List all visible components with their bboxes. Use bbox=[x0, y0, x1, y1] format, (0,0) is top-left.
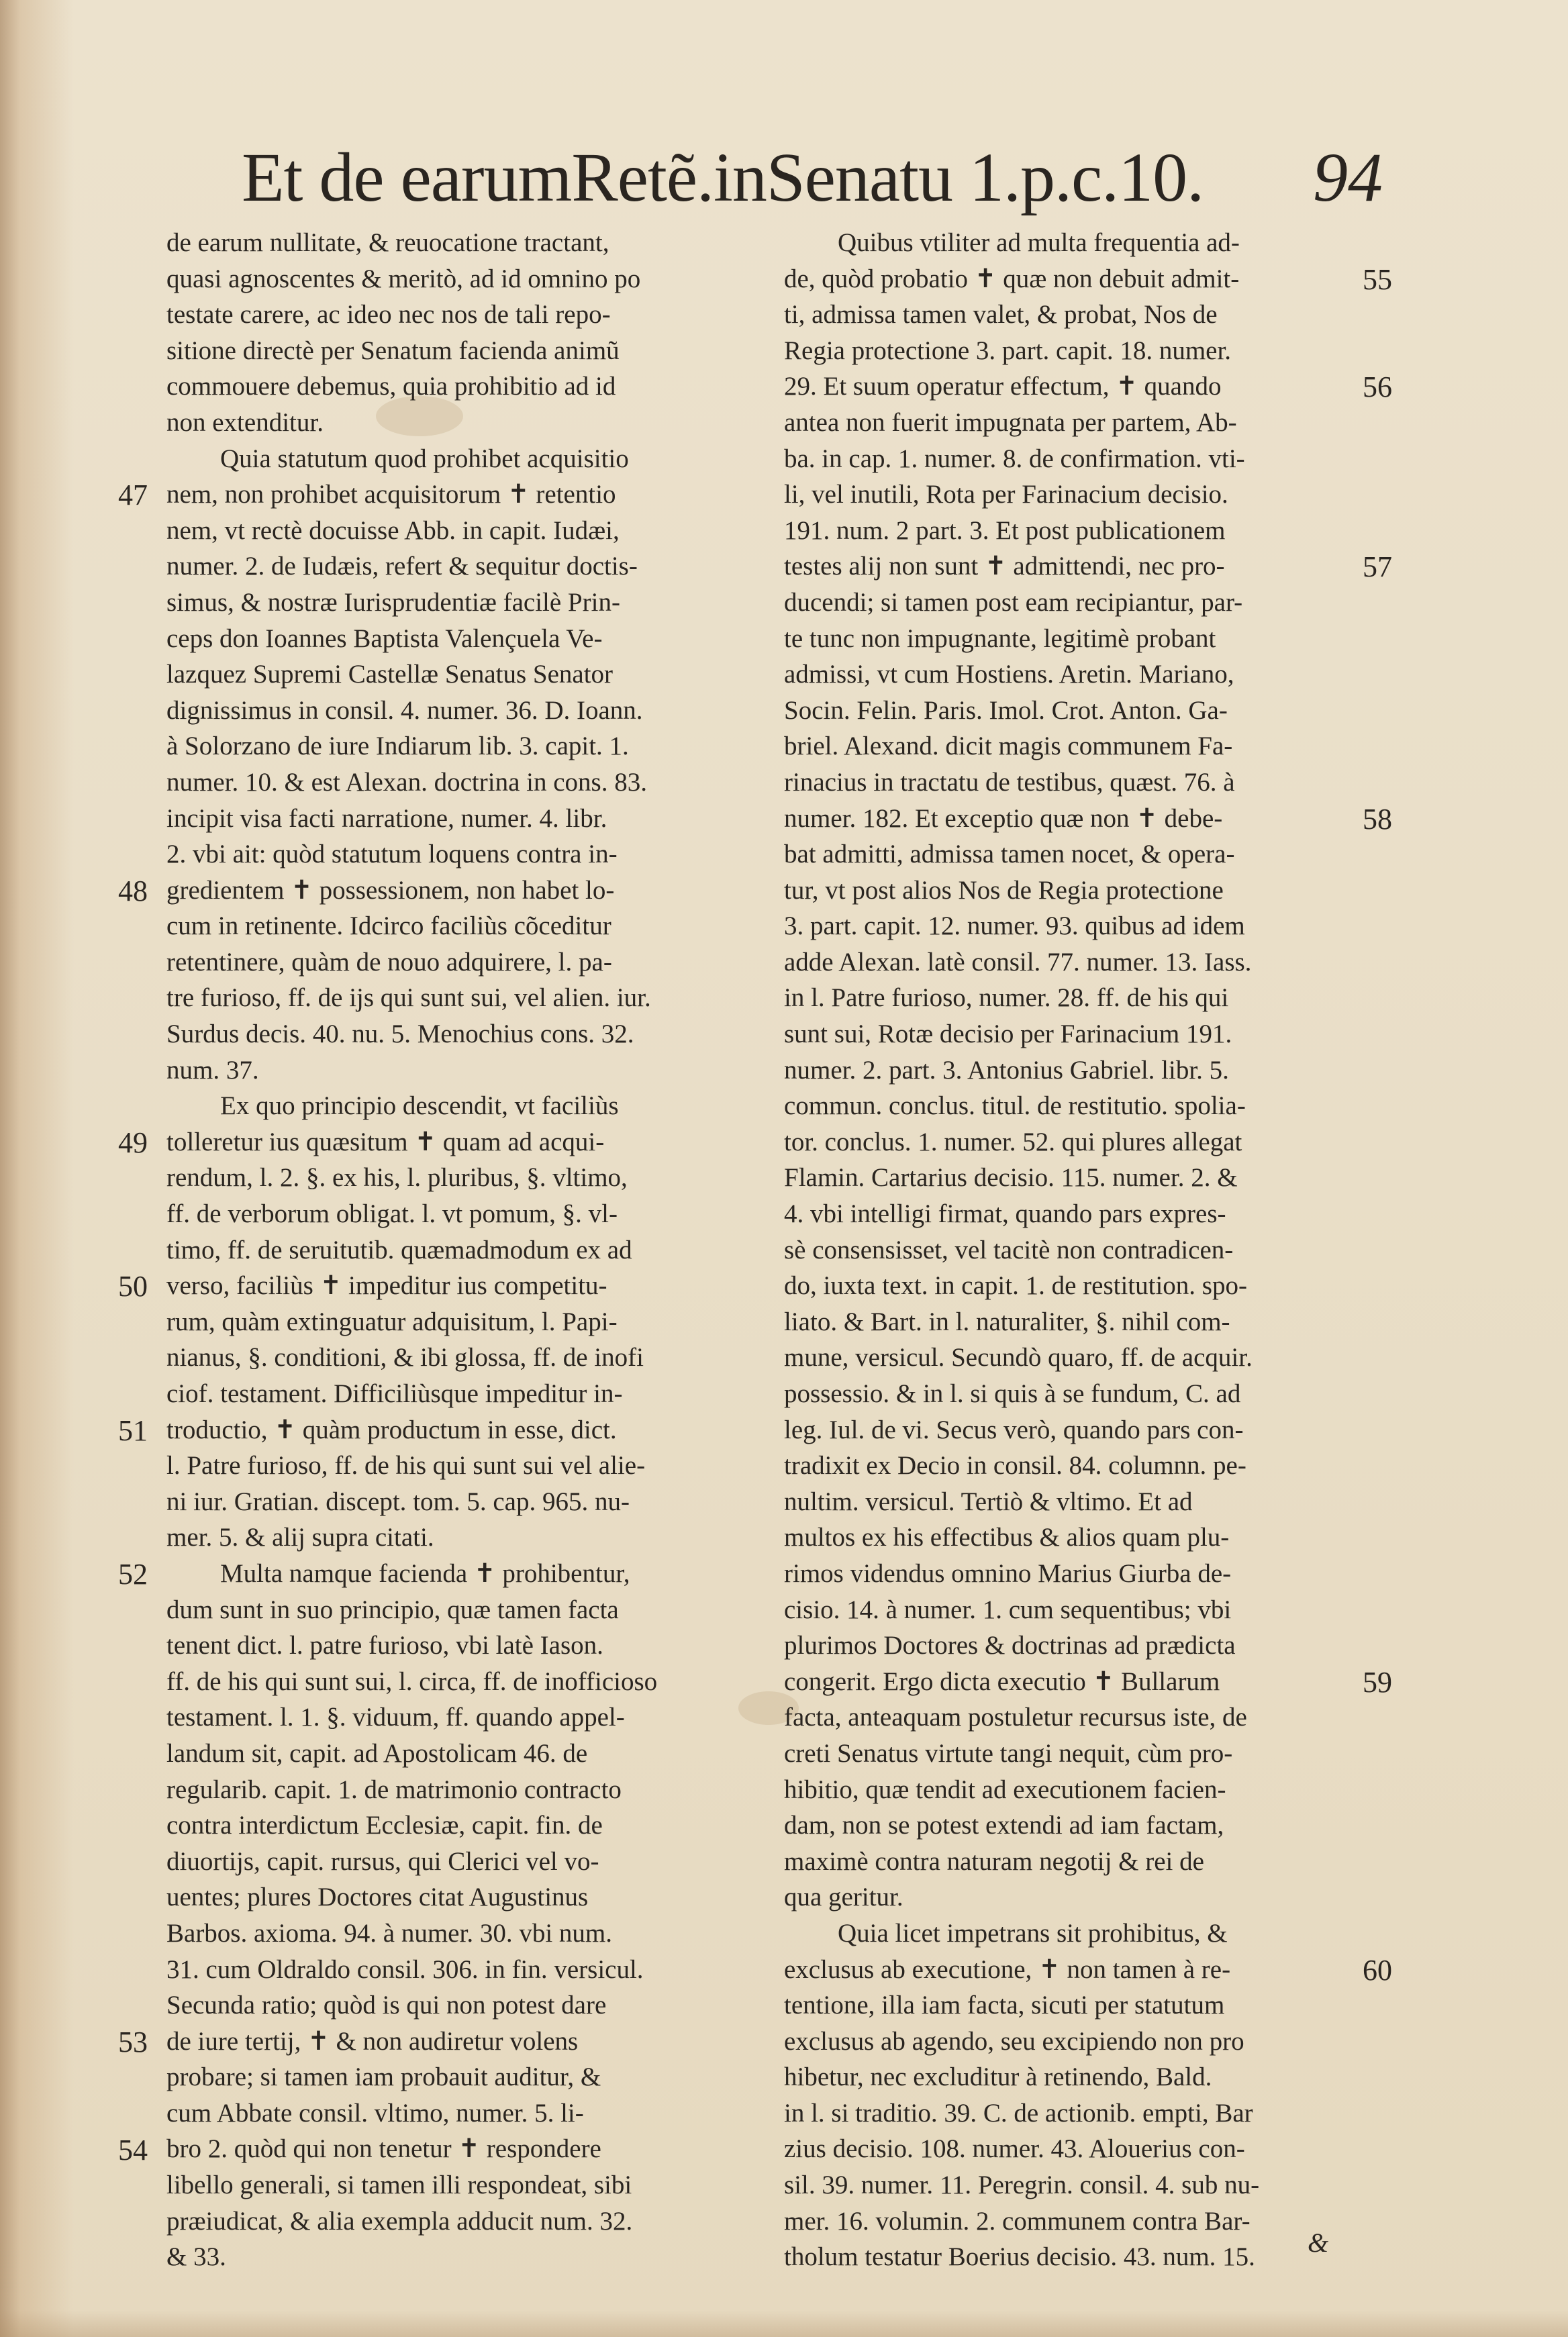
text-line: 191. num. 2 part. 3. Et post publicationem bbox=[784, 515, 1226, 545]
text-line: sè consensisset, vel tacitè non contradicen- bbox=[784, 1235, 1234, 1264]
text-line: Surdus decis. 40. nu. 5. Menochius cons. 32. bbox=[166, 1020, 634, 1049]
text-line: in l. Patre furioso, numer. 28. ff. de his qui bbox=[784, 983, 1229, 1013]
text-line: numer. 182. Et exceptio quæ non ✝ debe- bbox=[784, 803, 1223, 833]
text-line: zius decisio. 108. numer. 43. Alouerius con- bbox=[784, 2134, 1245, 2164]
text-line: Multa namque facienda ✝ prohibentur, bbox=[220, 1558, 630, 1588]
text-line: numer. 2. part. 3. Antonius Gabriel. libr. 5. bbox=[784, 1055, 1229, 1085]
margin-number: 54 bbox=[118, 2133, 148, 2167]
text-line: landum sit, capit. ad Apostolicam 46. de bbox=[166, 1738, 588, 1768]
text-line: bro 2. quòd qui non tenetur ✝ respondere bbox=[166, 2134, 601, 2164]
text-line: 2. vbi ait: quòd statutum loquens contra in- bbox=[166, 840, 618, 869]
text-line: testate carere, ac ideo nec nos de tali repo- bbox=[166, 300, 611, 330]
text-line: exclusus ab agendo, seu excipiendo non pro bbox=[784, 2026, 1244, 2056]
text-line: à Solorzano de iure Indiarum lib. 3. capit. 1. bbox=[166, 732, 629, 761]
text-line: regularib. capit. 1. de matrimonio contracto bbox=[166, 1775, 622, 1804]
text-line: Secunda ratio; quòd is qui non potest dare bbox=[166, 1991, 607, 2020]
running-title: Et de earumRetẽ.inSenatu 1.p.c.10. bbox=[242, 139, 1204, 216]
text-line: ba. in cap. 1. numer. 8. de confirmation. vti- bbox=[784, 444, 1245, 473]
text-line: tenent dict. l. patre furioso, vbi latè Iason. bbox=[166, 1631, 603, 1660]
page-number: 94 bbox=[1313, 139, 1383, 216]
text-line: diuortijs, capit. rursus, qui Clerici vel vo- bbox=[166, 1846, 599, 1876]
text-line: adde Alexan. latè consil. 77. numer. 13. Iass. bbox=[784, 947, 1252, 977]
text-line: & 33. bbox=[166, 2242, 226, 2272]
text-line: sitione directè per Senatum facienda animũ bbox=[166, 336, 620, 365]
text-line: Barbos. axioma. 94. à numer. 30. vbi num. bbox=[166, 1918, 612, 1948]
text-line: troductio, ✝ quàm productum in esse, dict. bbox=[166, 1415, 617, 1444]
margin-number: 47 bbox=[118, 479, 148, 512]
page-header bbox=[242, 138, 1383, 218]
text-line: cum in retinente. Idcirco faciliùs cõceditur bbox=[166, 911, 611, 941]
text-line: 31. cum Oldraldo consil. 306. in fin. versicul. bbox=[166, 1954, 644, 1984]
text-line: verso, faciliùs ✝ impeditur ius competitu- bbox=[166, 1271, 607, 1301]
text-line: rimos videndus omnino Marius Giurba de- bbox=[784, 1558, 1232, 1588]
text-line: ff. de his qui sunt sui, l. circa, ff. de inofficioso bbox=[166, 1667, 658, 1696]
text-line: rum, quàm extinguatur adquisitum, l. Papi- bbox=[166, 1307, 618, 1336]
text-line: bat admitti, admissa tamen nocet, & opera- bbox=[784, 840, 1235, 869]
text-line: facta, anteaquam postuletur recursus iste, de bbox=[784, 1703, 1247, 1732]
text-line: ciof. testament. Difficiliùsque impeditur in- bbox=[166, 1379, 623, 1408]
text-line: lazquez Supremi Castellæ Senatus Senator bbox=[166, 660, 614, 689]
text-line: mer. 16. volumin. 2. communem contra Bar- bbox=[784, 2206, 1251, 2236]
text-line: numer. 2. de Iudæis, refert & sequitur doctis- bbox=[166, 552, 638, 581]
text-line: ti, admissa tamen valet, & probat, Nos de bbox=[784, 300, 1218, 330]
text-line: de iure tertij, ✝ & non audiretur volens bbox=[166, 2026, 579, 2056]
text-line: congerit. Ergo dicta executio ✝ Bullarum bbox=[784, 1667, 1220, 1696]
text-line: numer. 10. & est Alexan. doctrina in cons. 83. bbox=[166, 767, 647, 797]
text-line: 3. part. capit. 12. numer. 93. quibus ad idem bbox=[784, 911, 1245, 941]
text-line: dam, non se potest extendi ad iam factam, bbox=[784, 1811, 1224, 1840]
text-line: de earum nullitate, & reuocatione tractant, bbox=[166, 228, 609, 257]
margin-number: 50 bbox=[118, 1270, 148, 1303]
text-line: Quibus vtiliter ad multa frequentia ad- bbox=[838, 228, 1240, 257]
text-line: ff. de verborum obligat. l. vt pomum, §. vl- bbox=[166, 1199, 618, 1229]
text-line: briel. Alexand. dicit magis communem Fa- bbox=[784, 732, 1233, 761]
text-line: probare; si tamen iam probauit auditur, & bbox=[166, 2062, 601, 2092]
text-line: multos ex his effectibus & alios quam plu- bbox=[784, 1523, 1230, 1552]
text-line: quasi agnoscentes & meritò, ad id omnino po bbox=[166, 264, 641, 293]
text-line: plurimos Doctores & doctrinas ad prædicta bbox=[784, 1631, 1236, 1660]
text-line: tor. conclus. 1. numer. 52. qui plures allegat bbox=[784, 1127, 1242, 1156]
text-line: num. 37. bbox=[166, 1055, 259, 1085]
text-line: exclusus ab executione, ✝ non tamen à re- bbox=[784, 1954, 1231, 1984]
text-line: nem, vt rectè docuisse Abb. in capit. Iudæi, bbox=[166, 515, 620, 545]
text-line: 29. Et suum operatur effectum, ✝ quando bbox=[784, 372, 1222, 401]
text-line: tentione, illa iam facta, sicuti per statutum bbox=[784, 1991, 1225, 2020]
text-line: gredientem ✝ possessionem, non habet lo- bbox=[166, 875, 615, 905]
margin-number: 55 bbox=[1363, 262, 1392, 296]
text-line: rinacius in tractatu de testibus, quæst. 76. à bbox=[784, 767, 1235, 797]
left-text-column bbox=[166, 225, 740, 2275]
margin-number: 48 bbox=[118, 874, 148, 907]
text-line: contra interdictum Ecclesiæ, capit. fin. de bbox=[166, 1811, 603, 1840]
text-line: non extenditur. bbox=[166, 407, 324, 437]
text-line: do, iuxta text. in capit. 1. de restitution. spo- bbox=[784, 1271, 1247, 1301]
text-line: testament. l. 1. §. viduum, ff. quando appel- bbox=[166, 1703, 625, 1732]
text-line: qua geritur. bbox=[784, 1883, 903, 1912]
text-line: incipit visa facti narratione, numer. 4. libr. bbox=[166, 803, 607, 833]
text-line: libello generali, si tamen illi respondeat, sibi bbox=[166, 2171, 632, 2200]
text-line: commun. conclus. titul. de restitutio. spolia- bbox=[784, 1091, 1246, 1121]
text-line: nianus, §. conditioni, & ibi glossa, ff. de inofi bbox=[166, 1343, 644, 1373]
text-line: in l. si traditio. 39. C. de actionib. empti, Bar bbox=[784, 2098, 1253, 2128]
text-line: uentes; plures Doctores citat Augustinus bbox=[166, 1883, 589, 1912]
text-line: ni iur. Gratian. discept. tom. 5. cap. 965. nu- bbox=[166, 1487, 630, 1516]
text-line: mune, versicul. Secundò quaro, ff. de acquir. bbox=[784, 1343, 1253, 1373]
text-line: commouere debemus, quia prohibitio ad id bbox=[166, 372, 616, 401]
text-line: retentinere, quàm de nouo adquirere, l. pa- bbox=[166, 947, 612, 977]
text-line: tradixit ex Decio in consil. 84. columnn. pe- bbox=[784, 1451, 1246, 1481]
text-line: timo, ff. de seruitutib. quæmadmodum ex ad bbox=[166, 1235, 632, 1264]
text-line: dum sunt in suo principio, quæ tamen facta bbox=[166, 1595, 619, 1624]
text-line: te tunc non impugnante, legitimè probant bbox=[784, 624, 1216, 653]
text-line: rendum, l. 2. §. ex his, l. pluribus, §. vltimo, bbox=[166, 1163, 628, 1193]
text-line: li, vel inutili, Rota per Farinacium decisio. bbox=[784, 480, 1228, 509]
text-line: tre furioso, ff. de ijs qui sunt sui, vel alien. iur. bbox=[166, 983, 651, 1013]
text-line: sil. 39. numer. 11. Peregrin. consil. 4. sub nu- bbox=[784, 2171, 1260, 2200]
margin-number: 53 bbox=[118, 2026, 148, 2058]
text-line: antea non fuerit impugnata per partem, Ab- bbox=[784, 407, 1237, 437]
margin-number: 58 bbox=[1363, 802, 1392, 836]
text-line: cisio. 14. à numer. 1. cum sequentibus; vbi bbox=[784, 1595, 1232, 1624]
right-text-column bbox=[784, 225, 1341, 2275]
text-line: dignissimus in consil. 4. numer. 36. D. Ioann. bbox=[166, 695, 643, 725]
text-line: hibitio, quæ tendit ad executionem facien- bbox=[784, 1775, 1226, 1804]
text-line: liato. & Bart. in l. naturaliter, §. nihil com- bbox=[784, 1307, 1230, 1336]
text-line: Flamin. Cartarius decisio. 115. numer. 2. & bbox=[784, 1163, 1238, 1193]
text-line: admissi, vt cum Hostiens. Aretin. Mariano, bbox=[784, 660, 1234, 689]
text-line: de, quòd probatio ✝ quæ non debuit admit- bbox=[784, 264, 1240, 293]
margin-number: 57 bbox=[1363, 550, 1392, 584]
text-line: mer. 5. & alij supra citati. bbox=[166, 1523, 434, 1552]
margin-number: 60 bbox=[1363, 1953, 1392, 1987]
text-line: creti Senatus virtute tangi nequit, cùm pro- bbox=[784, 1738, 1233, 1768]
text-line: Ex quo principio descendit, vt faciliùs bbox=[220, 1091, 619, 1121]
text-line: Quia licet impetrans sit prohibitus, & bbox=[838, 1918, 1228, 1948]
text-line: cum Abbate consil. vltimo, numer. 5. li- bbox=[166, 2098, 584, 2128]
margin-number: 56 bbox=[1363, 370, 1392, 404]
text-line: sunt sui, Rotæ decisio per Farinacium 191. bbox=[784, 1020, 1232, 1049]
text-line: testes alij non sunt ✝ admittendi, nec pro- bbox=[784, 552, 1225, 581]
text-line: tur, vt post alios Nos de Regia protectione bbox=[784, 875, 1224, 905]
text-line: præiudicat, & alia exempla adducit num. 32. bbox=[166, 2206, 633, 2236]
text-line: Regia protectione 3. part. capit. 18. numer. bbox=[784, 336, 1232, 365]
text-line: ceps don Ioannes Baptista Valençuela Ve- bbox=[166, 624, 603, 653]
page-edge-shadow bbox=[0, 2310, 1568, 2337]
catchword: & bbox=[1308, 2228, 1329, 2258]
text-line: maximè contra naturam negotij & rei de bbox=[784, 1846, 1204, 1876]
text-line: l. Patre furioso, ff. de his qui sunt sui vel alie- bbox=[166, 1451, 646, 1481]
text-line: nultim. versicul. Tertiò & vltimo. Et ad bbox=[784, 1487, 1193, 1516]
text-line: leg. Iul. de vi. Secus verò, quando pars con- bbox=[784, 1415, 1244, 1444]
text-line: Quia statutum quod prohibet acquisitio bbox=[220, 444, 629, 473]
margin-number: 59 bbox=[1363, 1666, 1392, 1699]
text-line: nem, non prohibet acquisitorum ✝ retentio bbox=[166, 480, 616, 509]
text-line: simus, & nostræ Iurisprudentiæ facilè Prin- bbox=[166, 587, 620, 617]
text-line: 4. vbi intelligi firmat, quando pars expres- bbox=[784, 1199, 1226, 1229]
margin-number: 49 bbox=[118, 1126, 148, 1159]
text-line: tholum testatur Boerius decisio. 43. num. 15. bbox=[784, 2242, 1255, 2272]
margin-number: 51 bbox=[118, 1413, 148, 1447]
text-line: possessio. & in l. si quis à se fundum, C. ad bbox=[784, 1379, 1241, 1408]
margin-number: 52 bbox=[118, 1558, 148, 1591]
text-line: Socin. Felin. Paris. Imol. Crot. Anton. Ga- bbox=[784, 695, 1228, 725]
text-line: ducendi; si tamen post eam recipiantur, par- bbox=[784, 587, 1243, 617]
text-line: tolleretur ius quæsitum ✝ quam ad acqui- bbox=[166, 1127, 605, 1156]
text-line: hibetur, nec excluditur à retinendo, Bald. bbox=[784, 2062, 1212, 2092]
